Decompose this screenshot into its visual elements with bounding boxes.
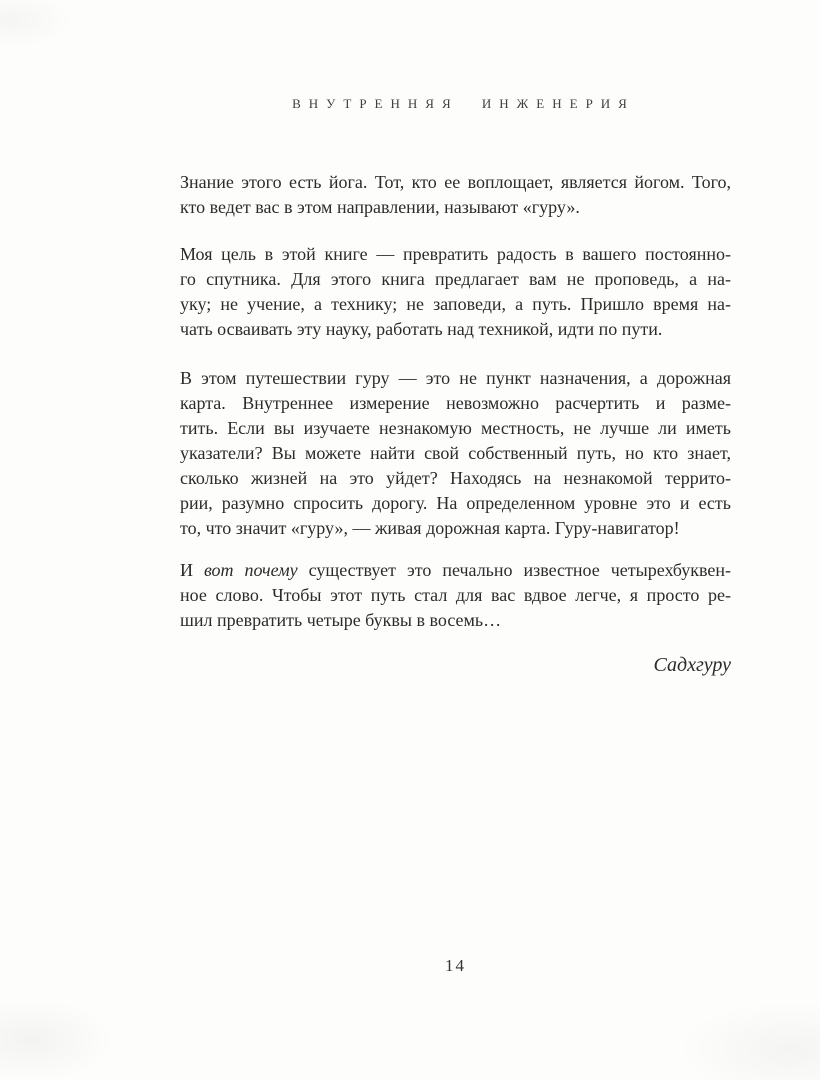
text-line: указатели? Вы можете найти свой собственный путь, но кто знает,	[180, 443, 731, 463]
text-line: ное слово. Чтобы этот путь стал для вас вдвое легче, я просто ре-	[180, 585, 731, 605]
text-line: Моя цель в этой книге — превратить радость в вашего постоянно-	[180, 244, 731, 264]
text-line: В этом путешествии гуру — это не пункт назначения, а дорожная	[180, 368, 731, 388]
text-line	[180, 558, 731, 583]
text-line: кто ведет вас в этом направлении, называют «гуру».	[180, 197, 580, 217]
paragraph-4	[180, 558, 731, 633]
text-segment: И	[180, 560, 193, 580]
text-line: го спутника. Для этого книга предлагает вам не проповедь, а на-	[180, 269, 731, 289]
text-line: уку; не учение, а технику; не заповеди, а путь. Пришло время на-	[180, 294, 731, 314]
text-line: карта. Внутреннее измерение невозможно расчертить и разме-	[180, 393, 731, 413]
text-line: Знание этого есть йога. Тот, кто ее воплощает, является йогом. Того,	[180, 172, 731, 192]
text-line: то, что значит «гуру», — живая дорожная карта. Гуру-навигатор!	[180, 518, 680, 538]
text-line: сколько жизней на это уйдет? Находясь на незнакомой террито-	[180, 468, 731, 488]
italic-text-segment: вот почему	[203, 560, 298, 580]
text-line: рии, разумно спросить дорогу. На определенном уровне это и есть	[180, 493, 731, 513]
text-line: тить. Если вы изучаете незнакомую местность, не лучше ли иметь	[180, 418, 731, 438]
text-line: чать осваивать эту науку, работать над техникой, идти по пути.	[180, 319, 663, 339]
paragraph-3	[180, 366, 731, 541]
paragraph-1	[180, 170, 731, 220]
author-signature: Садхгуру	[653, 654, 731, 676]
page-number: 14	[445, 956, 466, 975]
text-segment: существует это печально известное четырехбуквен-	[308, 560, 732, 580]
paragraph-2	[180, 242, 731, 342]
running-header: ВНУТРЕННЯЯ ИНЖЕНЕРИЯ	[292, 96, 635, 111]
text-line: шил превратить четыре буквы в восемь…	[180, 610, 502, 630]
